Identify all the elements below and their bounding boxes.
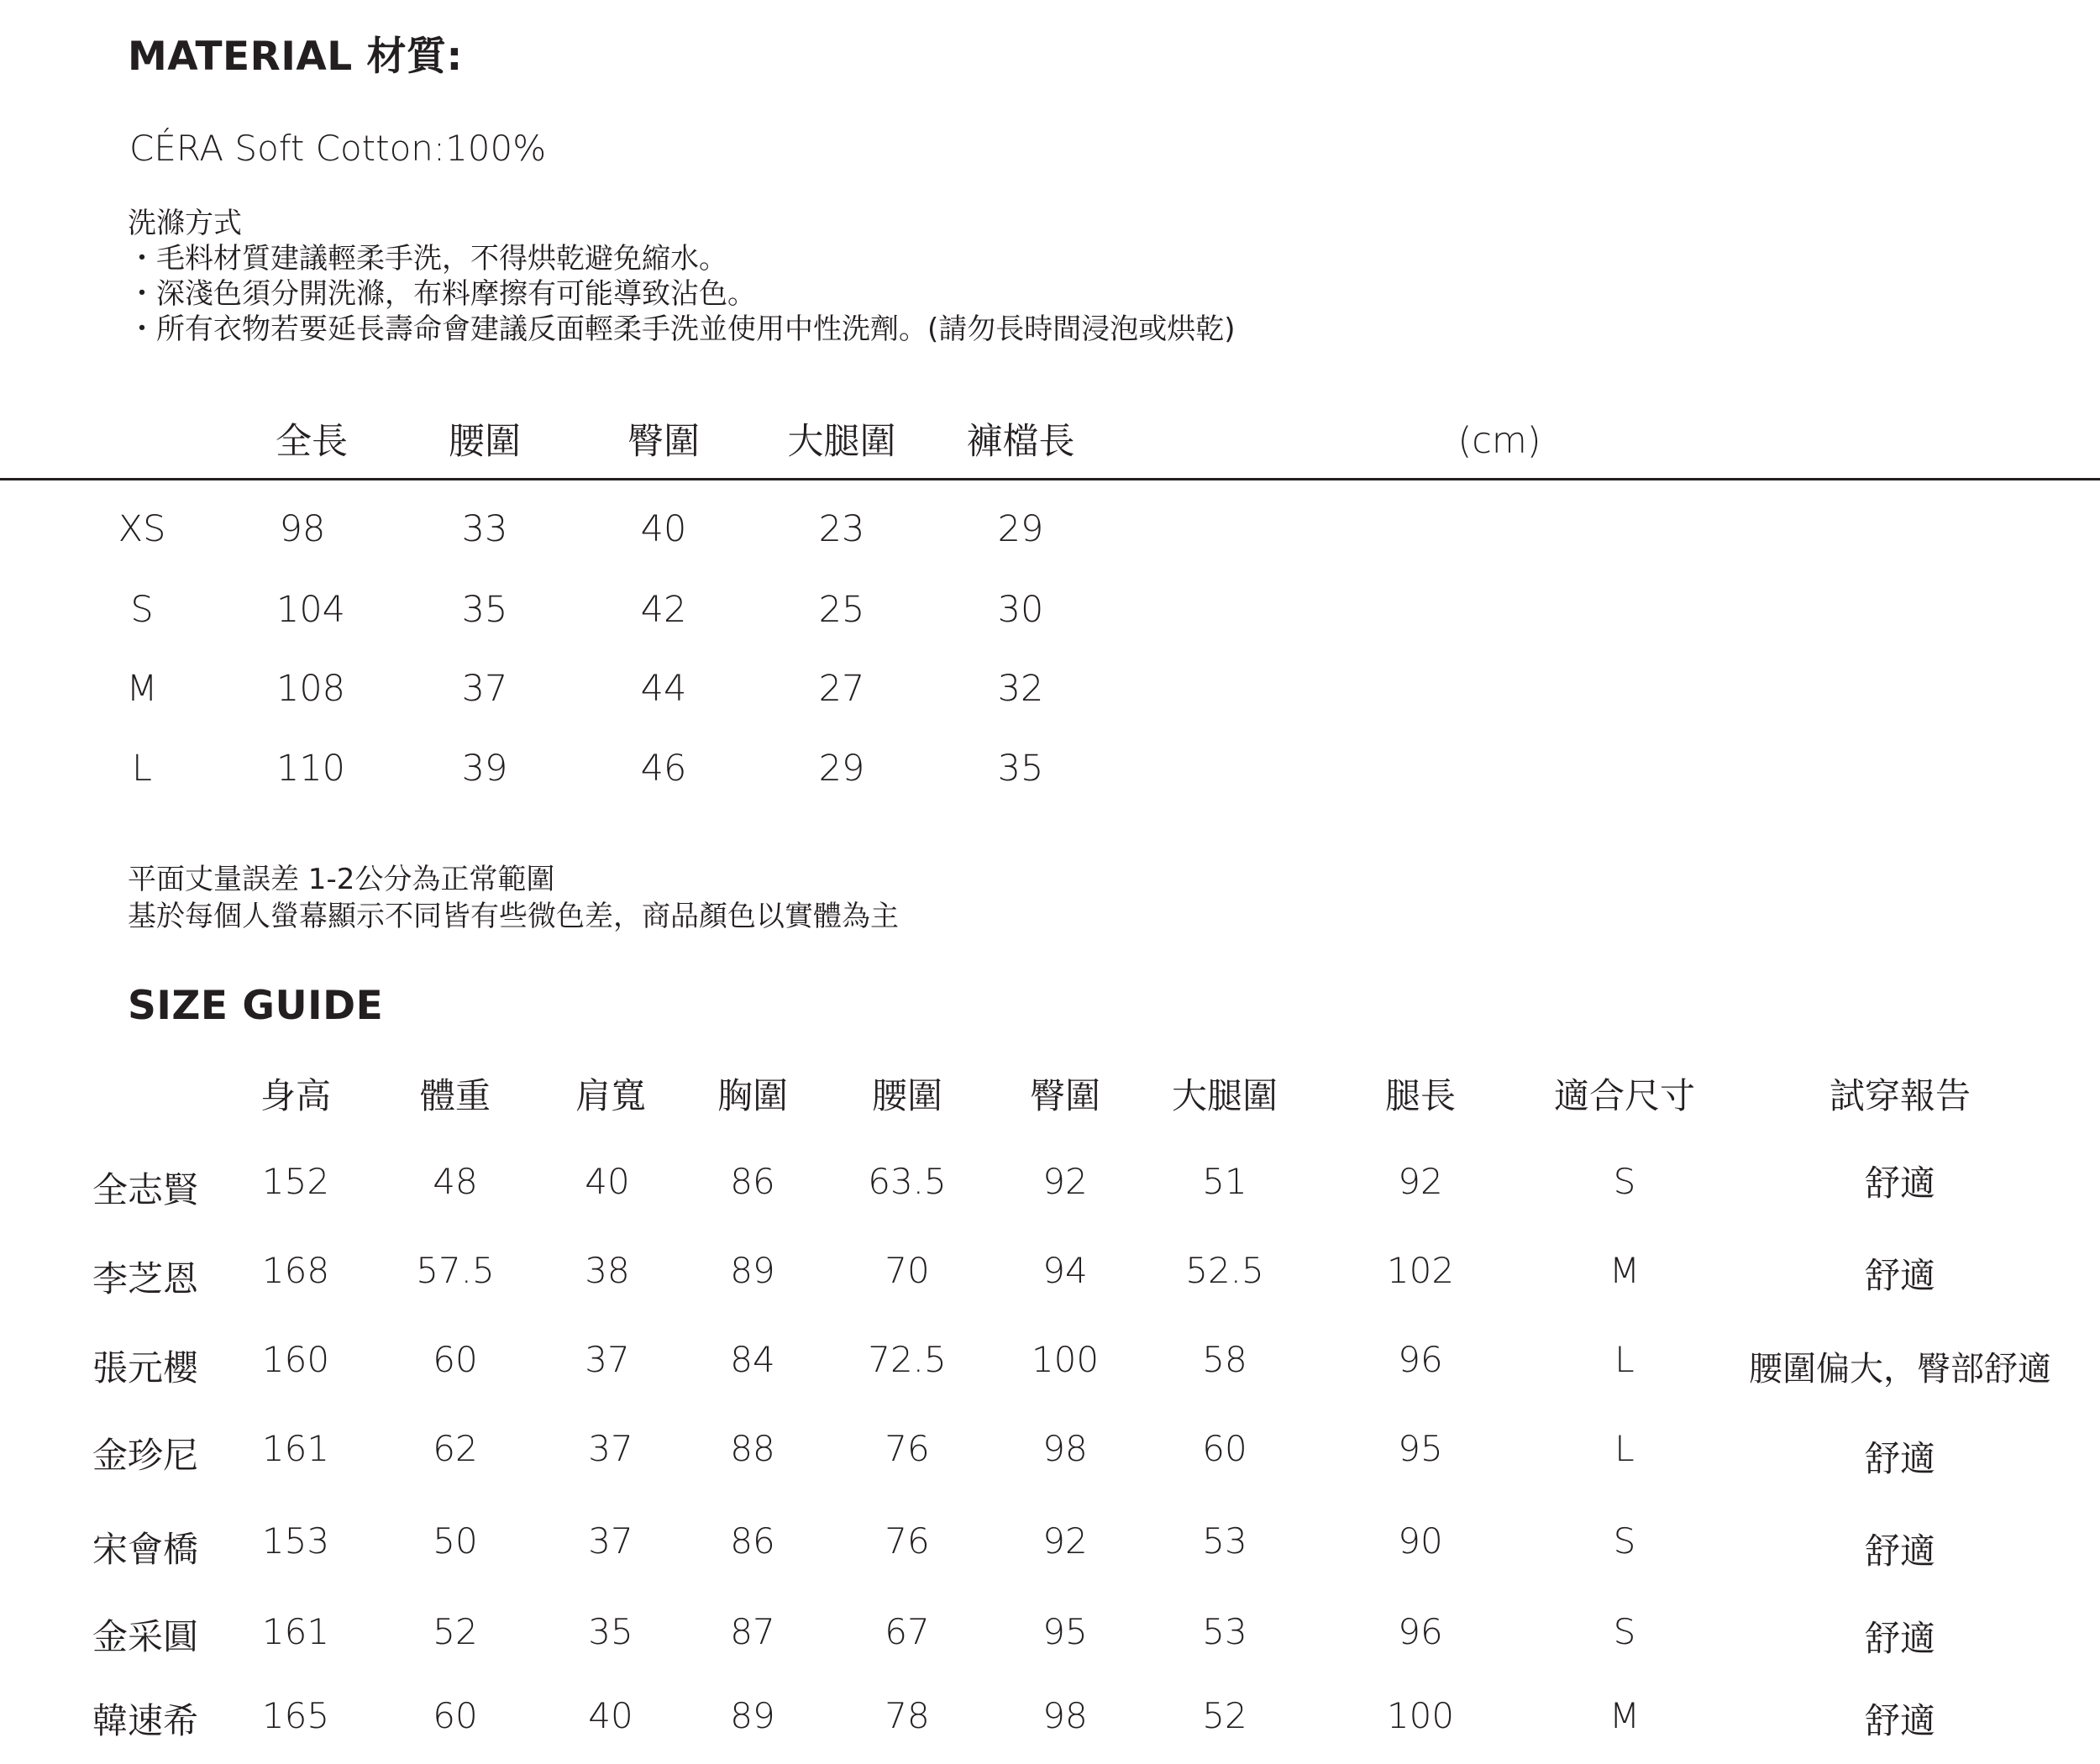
guide-cell: 152 [261, 1161, 330, 1202]
guide-cell: 60 [1202, 1428, 1247, 1469]
size-guide-heading: SIZE GUIDE [128, 983, 384, 1029]
guide-cell: 89 [730, 1695, 775, 1736]
guide-cell: 92 [1398, 1161, 1443, 1202]
guide-report: 腰圍偏大，臀部舒適 [1749, 1350, 2051, 1389]
chart-cell: 27 [818, 668, 865, 710]
guide-cell: 98 [1042, 1428, 1088, 1469]
model-name: 金采圓 [92, 1616, 199, 1657]
chart-cell: 108 [276, 668, 346, 710]
guide-cell: 168 [261, 1250, 330, 1291]
guide-cell: 94 [1042, 1250, 1088, 1291]
size-label: S [130, 589, 154, 631]
model-name: 韓速希 [92, 1700, 199, 1741]
guide-cell: 92 [1042, 1161, 1088, 1202]
guide-cell: M [1609, 1695, 1641, 1736]
guide-report: 舒適 [1864, 1438, 1936, 1479]
guide-cell: 67 [885, 1611, 930, 1652]
chart-cell: 23 [818, 508, 865, 550]
chart-header-waist: 腰圍 [449, 421, 521, 463]
guide-cell: 50 [433, 1520, 478, 1562]
chart-cell: 29 [818, 748, 865, 790]
model-name: 張元櫻 [92, 1347, 199, 1389]
guide-cell: 60 [433, 1339, 478, 1380]
guide-cell: 160 [261, 1339, 330, 1380]
guide-cell: 48 [433, 1161, 478, 1202]
guide-cell: 102 [1386, 1250, 1455, 1291]
guide-cell: 62 [433, 1428, 478, 1469]
chart-cell: 35 [997, 748, 1044, 790]
guide-cell: 51 [1202, 1161, 1247, 1202]
guide-report: 舒適 [1864, 1618, 1936, 1659]
note-line: 平面丈量誤差 1-2公分為正常範圍 [128, 863, 555, 896]
chart-header-thigh: 大腿圍 [787, 421, 896, 463]
guide-cell: 40 [588, 1695, 633, 1736]
chart-cell: 42 [640, 589, 687, 631]
guide-cell: S [1613, 1161, 1636, 1202]
guide-cell: 100 [1031, 1339, 1100, 1380]
guide-cell: 72.5 [868, 1339, 947, 1380]
guide-cell: 87 [730, 1611, 775, 1652]
model-name: 全志賢 [92, 1169, 199, 1210]
guide-report: 舒適 [1864, 1255, 1936, 1296]
guide-cell: 76 [885, 1428, 930, 1469]
guide-cell: 58 [1202, 1339, 1247, 1380]
measurement-notes [128, 861, 899, 935]
guide-cell: 52.5 [1185, 1250, 1264, 1291]
guide-cell: 153 [261, 1520, 330, 1562]
care-instructions [128, 206, 1236, 347]
guide-cell: 40 [585, 1161, 630, 1202]
care-item: ・毛料材質建議輕柔手洗，不得烘乾避免縮水。 [128, 242, 727, 276]
guide-cell: 165 [261, 1695, 330, 1736]
guide-cell: 70 [885, 1250, 930, 1291]
guide-header-weight: 體重 [419, 1075, 491, 1116]
guide-cell: 88 [730, 1428, 775, 1469]
guide-header-height: 身高 [260, 1075, 332, 1116]
guide-cell: S [1613, 1611, 1636, 1652]
guide-cell: 95 [1398, 1428, 1443, 1469]
chart-cell: 32 [997, 668, 1044, 710]
guide-cell: 57.5 [416, 1250, 495, 1291]
chart-cell: 25 [818, 589, 865, 631]
guide-cell: 60 [433, 1695, 478, 1736]
guide-cell: 100 [1386, 1695, 1455, 1736]
chart-cell: 35 [461, 589, 508, 631]
guide-header-report: 試穿報告 [1829, 1075, 1971, 1116]
size-label: L [132, 748, 152, 790]
guide-cell: 37 [585, 1339, 630, 1380]
guide-header-waist: 腰圍 [871, 1075, 943, 1116]
material-heading: MATERIAL 材質: [128, 34, 463, 80]
care-title: 洗滌方式 [128, 207, 242, 240]
guide-cell: 84 [730, 1339, 775, 1380]
guide-cell: 95 [1042, 1611, 1088, 1652]
guide-cell: 38 [585, 1250, 630, 1291]
model-name: 宋會橋 [92, 1529, 199, 1570]
chart-cell: 33 [461, 508, 508, 550]
guide-cell: 161 [261, 1611, 330, 1652]
guide-cell: 53 [1202, 1611, 1247, 1652]
note-line: 基於每個人螢幕顯示不同皆有些微色差，商品顏色以實體為主 [128, 900, 899, 933]
guide-report: 舒適 [1864, 1530, 1936, 1572]
guide-cell: 98 [1042, 1695, 1088, 1736]
guide-cell: 161 [261, 1428, 330, 1469]
guide-report: 舒適 [1864, 1700, 1936, 1741]
guide-header-chest: 胸圍 [717, 1075, 789, 1116]
header-divider [0, 478, 2100, 480]
guide-header-fit-size: 適合尺寸 [1553, 1075, 1696, 1116]
guide-cell: 86 [730, 1161, 775, 1202]
chart-cell: 110 [276, 748, 346, 790]
care-item: ・深淺色須分開洗滌，布料摩擦有可能導致沾色。 [128, 277, 756, 311]
chart-cell: 29 [997, 508, 1044, 550]
model-name: 金珍尼 [92, 1435, 199, 1476]
guide-cell: 90 [1398, 1520, 1443, 1562]
guide-header-shoulder: 肩寬 [575, 1075, 647, 1116]
care-item: ・所有衣物若要延長壽命會建議反面輕柔手洗並使用中性洗劑。(請勿長時間浸泡或烘乾) [128, 312, 1236, 346]
guide-cell: 96 [1398, 1339, 1443, 1380]
guide-header-leg: 腿長 [1384, 1075, 1457, 1116]
guide-cell: 37 [588, 1428, 633, 1469]
chart-cell: 44 [640, 668, 687, 710]
size-label: XS [118, 508, 166, 550]
guide-cell: 76 [885, 1520, 930, 1562]
guide-cell: 92 [1042, 1520, 1088, 1562]
chart-header-hip: 臀圍 [627, 421, 700, 463]
guide-cell: 86 [730, 1520, 775, 1562]
guide-cell: M [1609, 1250, 1641, 1291]
guide-cell: 63.5 [868, 1161, 947, 1202]
guide-report: 舒適 [1864, 1163, 1936, 1204]
chart-cell: 40 [640, 508, 687, 550]
guide-cell: L [1614, 1339, 1635, 1380]
chart-unit: (cm) [1457, 420, 1541, 462]
guide-cell: 52 [433, 1611, 478, 1652]
guide-cell: 78 [885, 1695, 930, 1736]
guide-cell: 89 [730, 1250, 775, 1291]
chart-cell: 30 [997, 589, 1044, 631]
guide-cell: 52 [1202, 1695, 1247, 1736]
chart-cell: 39 [461, 748, 508, 790]
chart-cell: 98 [279, 508, 326, 550]
chart-cell: 104 [276, 589, 346, 631]
guide-cell: S [1613, 1520, 1636, 1562]
chart-cell: 46 [640, 748, 687, 790]
guide-header-hip: 臀圍 [1029, 1075, 1101, 1116]
guide-cell: 53 [1202, 1520, 1247, 1562]
guide-cell: 37 [588, 1520, 633, 1562]
guide-header-thigh: 大腿圍 [1171, 1075, 1278, 1116]
chart-cell: 37 [461, 668, 508, 710]
guide-cell: 96 [1398, 1611, 1443, 1652]
fabric-composition: CÉRA Soft Cotton:100% [129, 128, 547, 169]
chart-header-length: 全長 [276, 421, 348, 463]
guide-cell: L [1614, 1428, 1635, 1469]
chart-header-rise: 褲檔長 [966, 421, 1075, 463]
guide-cell: 35 [588, 1611, 633, 1652]
model-name: 李芝恩 [92, 1258, 199, 1299]
size-label: M [126, 668, 158, 710]
